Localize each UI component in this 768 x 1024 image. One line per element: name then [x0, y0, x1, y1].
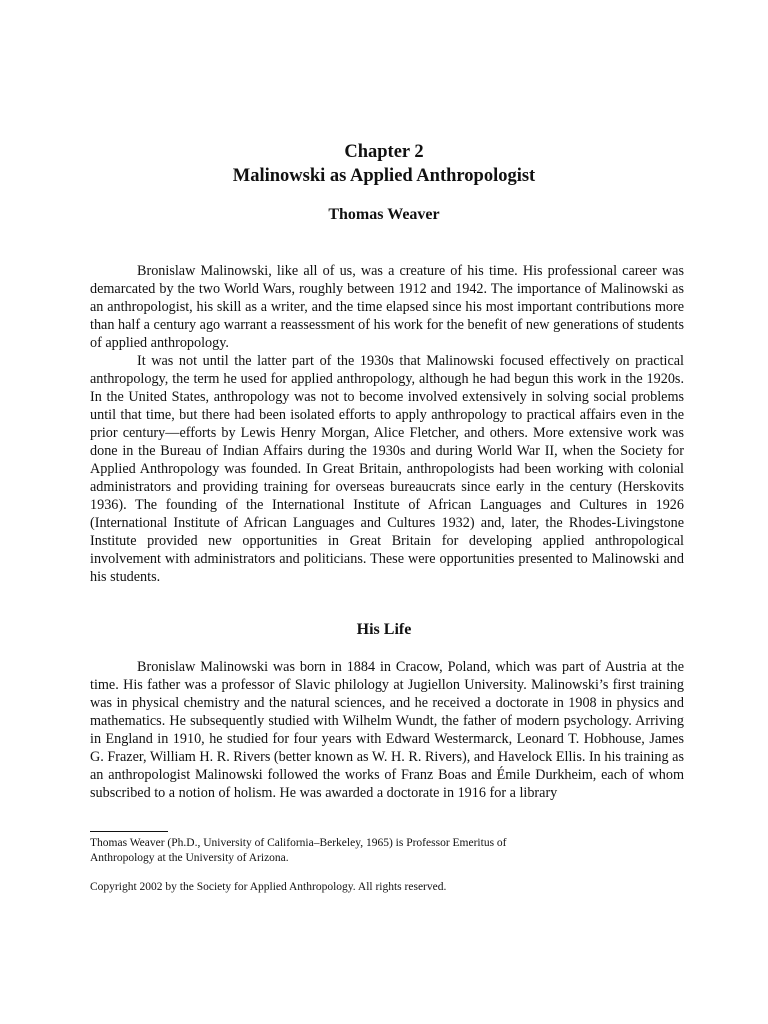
- section-paragraph: Bronislaw Malinowski was born in 1884 in Cracow, Poland, which was part of Austria at the time. His father was a professor of Slavic philology at Jugiellon University. Malinowski’s first training was in physical chemistry and the natural sciences, and he received a doctorate in 1908 in physics and mathematics. He subsequently studied with Wilhelm Wundt, the father of modern psychology. Arriving in England in 1910, he studied for four years with Edward Westermarck, Leonard T. Hobhouse, James G. Frazer, William H. R. Rivers (better known as W. H. R. Rivers), and Havelock Ellis. In his training as an anthropologist Malinowski followed the works of Franz Boas and Émile Durkheim, each of whom subscribed to a notion of holism. He was awarded a doctorate in 1916 for a library: [90, 659, 684, 801]
- body-paragraph: It was not until the latter part of the 1930s that Malinowski focused effectively on practical anthropology, the term he used for applied anthropology, although he had begun this work in the 1920s. In the United States, anthropology was not to become involved extensively in solving social problems until that time, but there had been isolated efforts to apply anthropology to practical affairs even in the prior century—efforts by Lewis Henry Morgan, Alice Fletcher, and others. More extensive work was done in the Bureau of Indian Affairs during the 1930s and during World War II, when the Society for Applied Anthropology was founded. In Great Britain, anthropologists had been working with colonial administrators and providing training for overseas bureaucrats since early in the century (Herskovits 1936). The founding of the International Institute of African Languages and Cultures in 1926 (International Institute of African Languages and Cultures 1932) and, later, the Rhodes-Livingstone Institute provided new opportunities in Great Britain for developing applied anthropological involvement with administrators and politicians. These were opportunities presented to Malinowski and his students.: [90, 353, 684, 585]
- section-heading: His Life: [356, 621, 412, 638]
- body-paragraph: Bronislaw Malinowski, like all of us, was a creature of his time. His professional career was demarcated by the two World Wars, roughly between 1912 and 1942. The importance of Malinowski as an anthropologist, his skill as a writer, and the time elapsed since his most important contributions more than half a century ago warrant a reassessment of his work for the benefit of new generations of students of applied anthropology.: [90, 263, 684, 351]
- chapter-number: Chapter 2: [344, 142, 424, 162]
- copyright-notice: Copyright 2002 by the Society for Applied Anthropology. All rights reserved.: [90, 881, 447, 893]
- chapter-title: Malinowski as Applied Anthropologist: [232, 166, 536, 186]
- author-footnote: Thomas Weaver (Ph.D., University of California–Berkeley, 1965) is Professor Emeritus of Anthropology at the University of Arizona.: [90, 837, 507, 864]
- footnote-divider: [90, 831, 168, 832]
- author-name: Thomas Weaver: [328, 206, 440, 223]
